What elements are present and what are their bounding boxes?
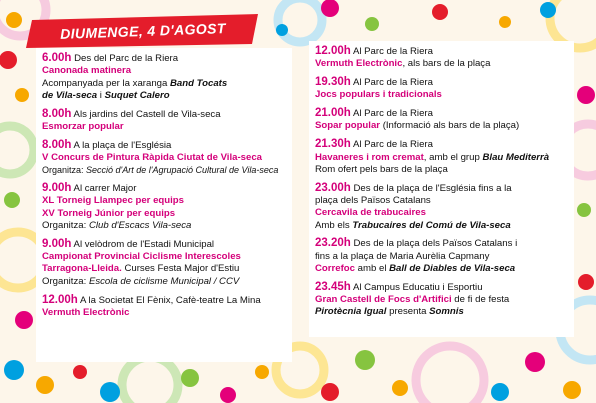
event-title: Canonada matinera (42, 65, 132, 77)
event-time: 8.00h (42, 107, 72, 120)
event-place: Des de la plaça de l'Església fins a la (350, 182, 512, 194)
event-place: A la plaça de l'Església (71, 139, 172, 151)
event-title: Cercavila de trabucaires (315, 207, 426, 219)
event-item: 9.00h Al velòdrom de l'Estadi Municipal Campionat Provincial Ciclisme Interescoles Tarragona-Lleida. Curses Festa Major d'Estiu Organitza: Escola de ciclisme Municipal / CCV (42, 238, 286, 288)
event-item: 21.00h Al Parc de la Riera Sopar popular (Informació als bars de la plaça) (315, 107, 520, 132)
event-item: 23.00h Des de la plaça de l'Església fins a la plaça dels Països Catalans Cercavila de trabucaires Amb els Trabucaires del Comú de Vila-seca (315, 182, 568, 232)
event-item: 23.20h Des de la plaça dels Països Catalans i fins a la plaça de Maria Aurèlia Capmany Correfoc amb el Ball de Diables de Vila-seca (315, 237, 518, 274)
event-title: Vermuth Electrònic (42, 306, 130, 318)
event-time: 21.00h (315, 107, 351, 120)
event-item: 21.30h Al Parc de la Riera Havaneres i rom cremat, amb el grup Blau Mediterrà Rom ofert pels bars de la plaça (315, 138, 550, 175)
event-title: XV Torneig Júnior per equips (42, 207, 176, 219)
schedule-left-panel (36, 48, 292, 362)
event-time: 9.00h (42, 182, 72, 195)
event-place: Al Parc de la Riera (350, 77, 433, 89)
event-place: Al Parc de la Riera (350, 108, 433, 120)
event-organizer: Club d'Escacs Vila-seca (88, 220, 192, 232)
event-title: Correfoc (315, 262, 355, 274)
event-item: 6.00h Des del Parc de la Riera Canonada matinera Acompanyada per la xaranga Band Tocats de Vila-seca i Suquet Calero (42, 52, 286, 102)
event-item: 12.00h Al Parc de la Riera Vermuth Electrònic, als bars de la plaça (315, 45, 491, 70)
event-item: 9.00h Al carrer Major XL Torneig Llampec per equips XV Torneig Júnior per equips Organitza: Club d'Escacs Vila-seca (42, 182, 286, 232)
event-item (315, 76, 568, 102)
event-place: Als jardins del Castell de Vila-seca (71, 108, 221, 120)
event-time: 19.30h (315, 76, 351, 89)
event-title: XL Torneig Llampec per equips (42, 195, 184, 207)
event-time: 6.00h (42, 52, 72, 64)
event-place: Al Campus Educatiu i Esportiu (350, 281, 483, 293)
event-place: A la Societat El Fènix, Cafè-teatre La Mina (77, 294, 261, 306)
event-place: Al Parc de la Riera (350, 139, 433, 151)
event-time: 9.00h (42, 237, 72, 250)
event-place: Al carrer Major (71, 183, 137, 195)
event-time: 23.20h (315, 237, 351, 250)
event-place: Al Parc de la Riera (350, 46, 433, 57)
event-title: V Concurs de Pintura Ràpida Ciutat de Vila-seca (42, 152, 263, 164)
event-place: Al velòdrom de l'Estadi Municipal (71, 238, 215, 250)
event-time: 23.00h (315, 181, 351, 194)
event-time: 21.30h (315, 138, 351, 151)
banner-title: DIUMENGE, 4 D'AGOST (59, 20, 227, 42)
event-item (42, 294, 286, 320)
event-organizer: Escola de ciclisme Municipal / CCV (88, 275, 240, 287)
event-title: Vermuth Electrònic (315, 58, 403, 70)
event-place: Des del Parc de la Riera (71, 53, 179, 64)
event-item: 8.00h A la plaça de l'Església V Concurs de Pintura Ràpida Ciutat de Vila-seca Organitza: Secció d'Art de l'Agrupació Cultural de Vila-seca (42, 139, 286, 177)
event-title: Sopar popular (315, 120, 381, 132)
event-organizer: Secció d'Art de l'Agrupació Cultural de Vila-seca (86, 165, 279, 176)
event-title: Gran Castell de Focs d'Artifici (315, 294, 452, 306)
event-title: Jocs populars i tradicionals (315, 89, 442, 101)
event-time: 23.45h (315, 280, 351, 293)
event-time: 8.00h (42, 138, 72, 151)
schedule-right-panel (309, 41, 574, 337)
event-time: 12.00h (315, 45, 351, 57)
event-title: Havaneres i rom cremat (315, 151, 424, 163)
event-title: Esmorzar popular (42, 120, 124, 132)
event-place: Des de la plaça dels Països Catalans i (350, 238, 518, 250)
event-item (42, 108, 286, 134)
event-title: Campionat Provincial Ciclisme Interescoles (42, 251, 241, 263)
event-item: 23.45h Al Campus Educatiu i Esportiu Gran Castell de Focs d'Artifici de fi de festa Pirotècnia Igual presenta Somnis (315, 280, 510, 318)
event-time: 12.00h (42, 293, 78, 306)
